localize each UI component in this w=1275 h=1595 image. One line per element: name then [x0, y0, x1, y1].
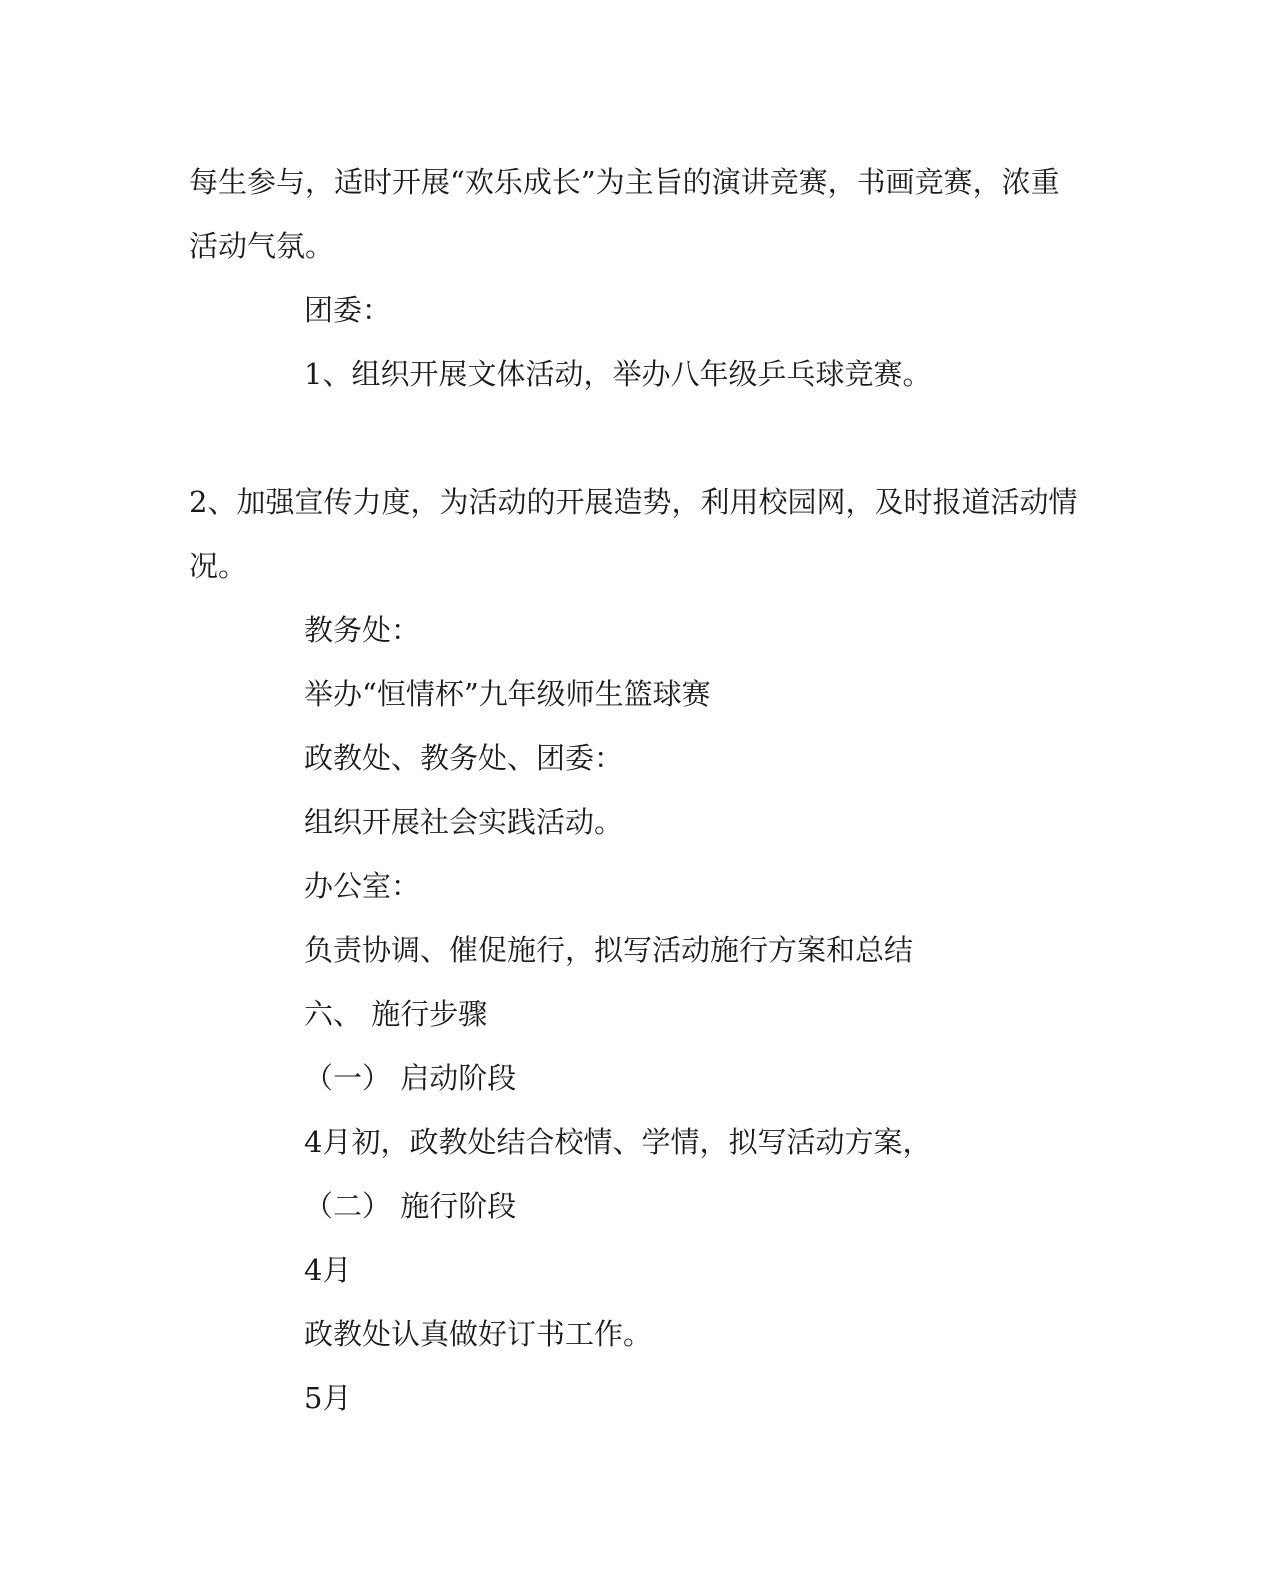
section-heading: 团委： — [304, 293, 392, 327]
paragraph-line: 活动气氛。 — [189, 229, 335, 263]
section-heading: 政教处、教务处、团委： — [304, 741, 624, 775]
list-item: 2、加强宣传力度，为活动的开展造势，利用校园网，及时报道活动情 — [189, 485, 1078, 519]
paragraph-line: 负责协调、催促施行，拟写活动施行方案和总结 — [304, 933, 914, 967]
subsection-heading: （一） 启动阶段 — [304, 1061, 517, 1095]
section-heading: 六、 施行步骤 — [304, 997, 488, 1031]
paragraph-line: 4月初，政教处结合校情、学情，拟写活动方案， — [304, 1125, 932, 1159]
list-item: 1、组织开展文体活动，举办八年级乒乓球竞赛。 — [304, 357, 932, 391]
month-label: 4月 — [304, 1253, 352, 1287]
section-heading: 办公室： — [304, 869, 421, 903]
paragraph-line: 举办“恒情杯”九年级师生篮球赛 — [304, 677, 711, 711]
subsection-heading: （二） 施行阶段 — [304, 1189, 517, 1223]
paragraph-line: 政教处认真做好订书工作。 — [304, 1317, 653, 1351]
month-label: 5月 — [304, 1381, 352, 1415]
paragraph-line: 况。 — [189, 549, 248, 583]
paragraph-line: 组织开展社会实践活动。 — [304, 805, 624, 839]
section-heading: 教务处： — [304, 613, 421, 647]
paragraph-line: 每生参与，适时开展“欢乐成长”为主旨的演讲竞赛，书画竞赛，浓重 — [189, 165, 1060, 199]
